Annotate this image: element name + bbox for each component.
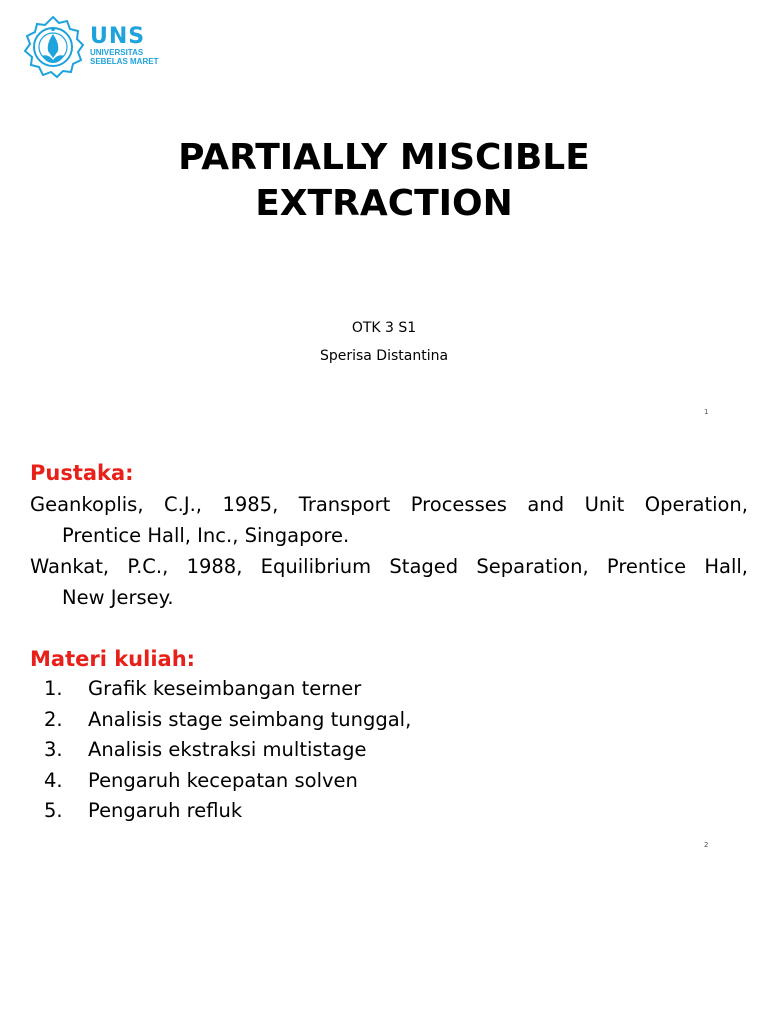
- logo-line2: SEBELAS MARET: [90, 57, 159, 66]
- title-line-2: EXTRACTION: [255, 183, 513, 224]
- list-item: [30, 674, 730, 705]
- list-text: Pengaruh refluk: [88, 799, 243, 822]
- course-code: OTK 3 S1: [351, 320, 417, 336]
- title-line-1: PARTIALLY MISCIBLE: [178, 137, 590, 178]
- uns-logo: [20, 14, 170, 84]
- materi-list: [30, 674, 730, 827]
- list-number: 1.: [44, 677, 63, 700]
- uns-emblem-icon: [20, 14, 86, 80]
- logo-line1: UNIVERSITAS: [90, 48, 144, 57]
- list-number: 4.: [44, 768, 63, 792]
- list-item: [30, 766, 730, 797]
- list-text: Pengaruh kecepatan solven: [88, 768, 358, 792]
- list-item: [30, 705, 730, 736]
- page-title: [0, 135, 768, 227]
- reference-line: Geankoplis, C.J., 1985, Transport Processes and Unit Operation,: [30, 493, 748, 516]
- list-text: Grafik keseimbangan terner: [88, 677, 362, 700]
- logo-name: UNS: [90, 24, 146, 49]
- slide-number-2: 2: [704, 841, 709, 849]
- subtitle-block: [0, 314, 768, 370]
- reference-line: Wankat, P.C., 1988, Equilibrium Staged Separation, Prentice Hall,: [30, 555, 748, 578]
- reference-item: [30, 489, 748, 551]
- list-text: Analisis ekstraksi multistage: [88, 738, 367, 761]
- list-text: Analisis stage seimbang tunggal,: [88, 707, 412, 731]
- slide-number-1: 1: [704, 408, 709, 416]
- list-number: 2.: [44, 707, 63, 731]
- pustaka-heading: Pustaka:: [30, 461, 134, 485]
- uns-logo-text: [90, 26, 180, 66]
- reference-line-continued: New Jersey.: [62, 586, 174, 609]
- list-number: 5.: [44, 799, 63, 822]
- reference-line-continued: Prentice Hall, Inc., Singapore.: [62, 524, 350, 547]
- list-item: [30, 796, 730, 827]
- author-name: Sperisa Distantina: [319, 348, 449, 364]
- reference-item: [30, 551, 748, 613]
- materi-heading: Materi kuliah:: [30, 647, 196, 671]
- list-item: [30, 735, 730, 766]
- list-number: 3.: [44, 738, 63, 761]
